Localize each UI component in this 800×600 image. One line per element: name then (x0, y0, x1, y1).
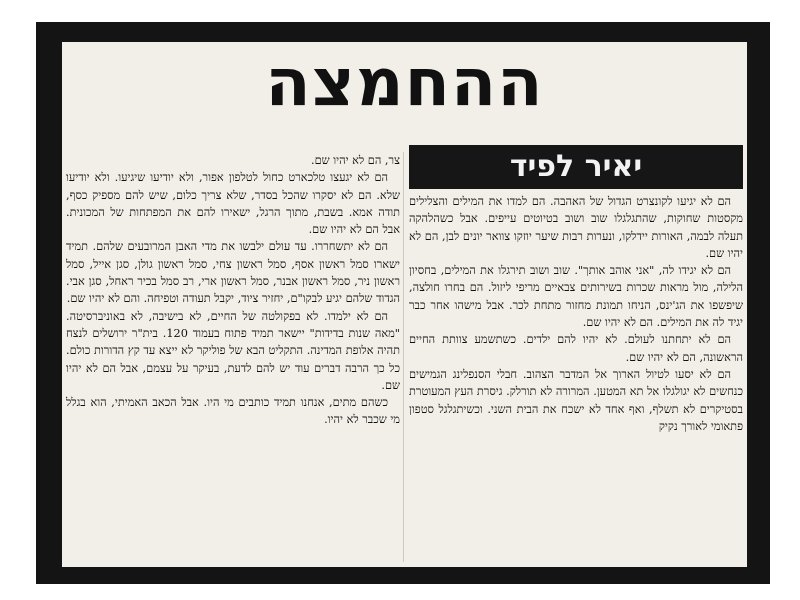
author-name: יאיר לפיד (509, 149, 643, 184)
paragraph-continuation: צר, הם לא יהיו שם. (311, 154, 400, 167)
column-divider (403, 152, 404, 562)
article-column-right (409, 193, 743, 563)
paragraph: הם לא יגיעו לקונצרט הגדול של האהבה. הם למדו את המילים והצלילים מקסטות שחוקות, שהתגלגלו שוב ושוב בטיוטים עייפים. אבל כשהלהקה תעלה לבמה, האורות יידלקו, ונערות רבות שיער יוזקו צוואר יונים לבן, הם לא יהיו שם. (409, 195, 743, 260)
paragraph: הם לא יגידו לה, "אני אוהב אותך". שוב ושוב תירגלו את המילים, בחסיון הלילה, מול מראות שכרות בשירותים צבאיים מריפי ליזול. הם בחרו חולצה, שיפשפו את הג'ינס, הניחו תמונת מחזור מתחת לכר. אבל מישהו אחר כבר יגיד לה את המילים. הם לא יהיו שם. (409, 264, 743, 330)
paragraph: הם לא יסעו לטיול הארוך אל המדבר הצהוב. חבלי הסנפלינג הגמישים כנחשים לא יגולגלו אל תא המטען. המרורה לא תורלק. גיסרת העץ המעוטרת בסטיקרים לא תשלף, ואף אחד לא ישכח את הבית השני. וכשיתגלגל סטפון פתאומי לאורך נקיק (409, 367, 743, 433)
paragraph: הם לא יתחתנו לעולם. לא יהיו להם ילדים. כשתשמע צוותת החיים הראשונה, הם לא יהיו שם. (409, 333, 743, 364)
author-byline (409, 145, 743, 189)
paragraph: הם לא ילמדו. לא בפקולטה של החיים, לא בישיבה, לא באוניברסיטה. "מאה שנות בדידות" יישאר תמיד פתוח בעמוד 120. בית"ר ירושלים לנצח תהיה אלופת המדינה. התקליט הבא של פוליקר לא ייצא עד קץ הדורות כולם. כל כך הרבה דברים עוד יש להם לדעת, בעיקר על עצמם, אבל הם לא יהיו שם. (66, 309, 400, 392)
newspaper-clipping (62, 42, 747, 567)
article-headline: ההחמצה (265, 44, 544, 121)
paragraph: הם לא יגעצו טלכארט כחול לטלפון אפור, ולא יודיעו שיגיעו. ולא יודיעו שלא. הם לא יסקרו שהכל בסדר, שלא צריך כלום, שיש להם מספיק כסף, תודה אמא. בשבת, מתוך הרגל, ישאירו להם את המפתחות של המכונית. אבל הם לא יהיו שם. (66, 171, 400, 237)
article-column-left (66, 152, 400, 562)
paragraph: הם לא יתשחררו. עד עולם ילבשו את מדי האבן המרובעים שלהם. תמיד ישארו סמל ראשון אסף, סמל ראשון צחי, סמל ראשון גולן, סגן אייל, סמל ראשון ניר, סמל ראשון אבנר, סמל ראשון ארי, רב סמל בכיר ראחל, סגן אבי. הגדוד שלהם יגיע לבקו"ם, יחזיר ציוד, יקבל תעודה וטפיחה. והם לא יהיו שם. (66, 240, 400, 306)
paragraph: כשהם מתים, אנחנו תמיד כותבים מי היו. אבל הכאב האמיתי, הוא בגלל מי שכבר לא יהיו. (66, 396, 400, 427)
